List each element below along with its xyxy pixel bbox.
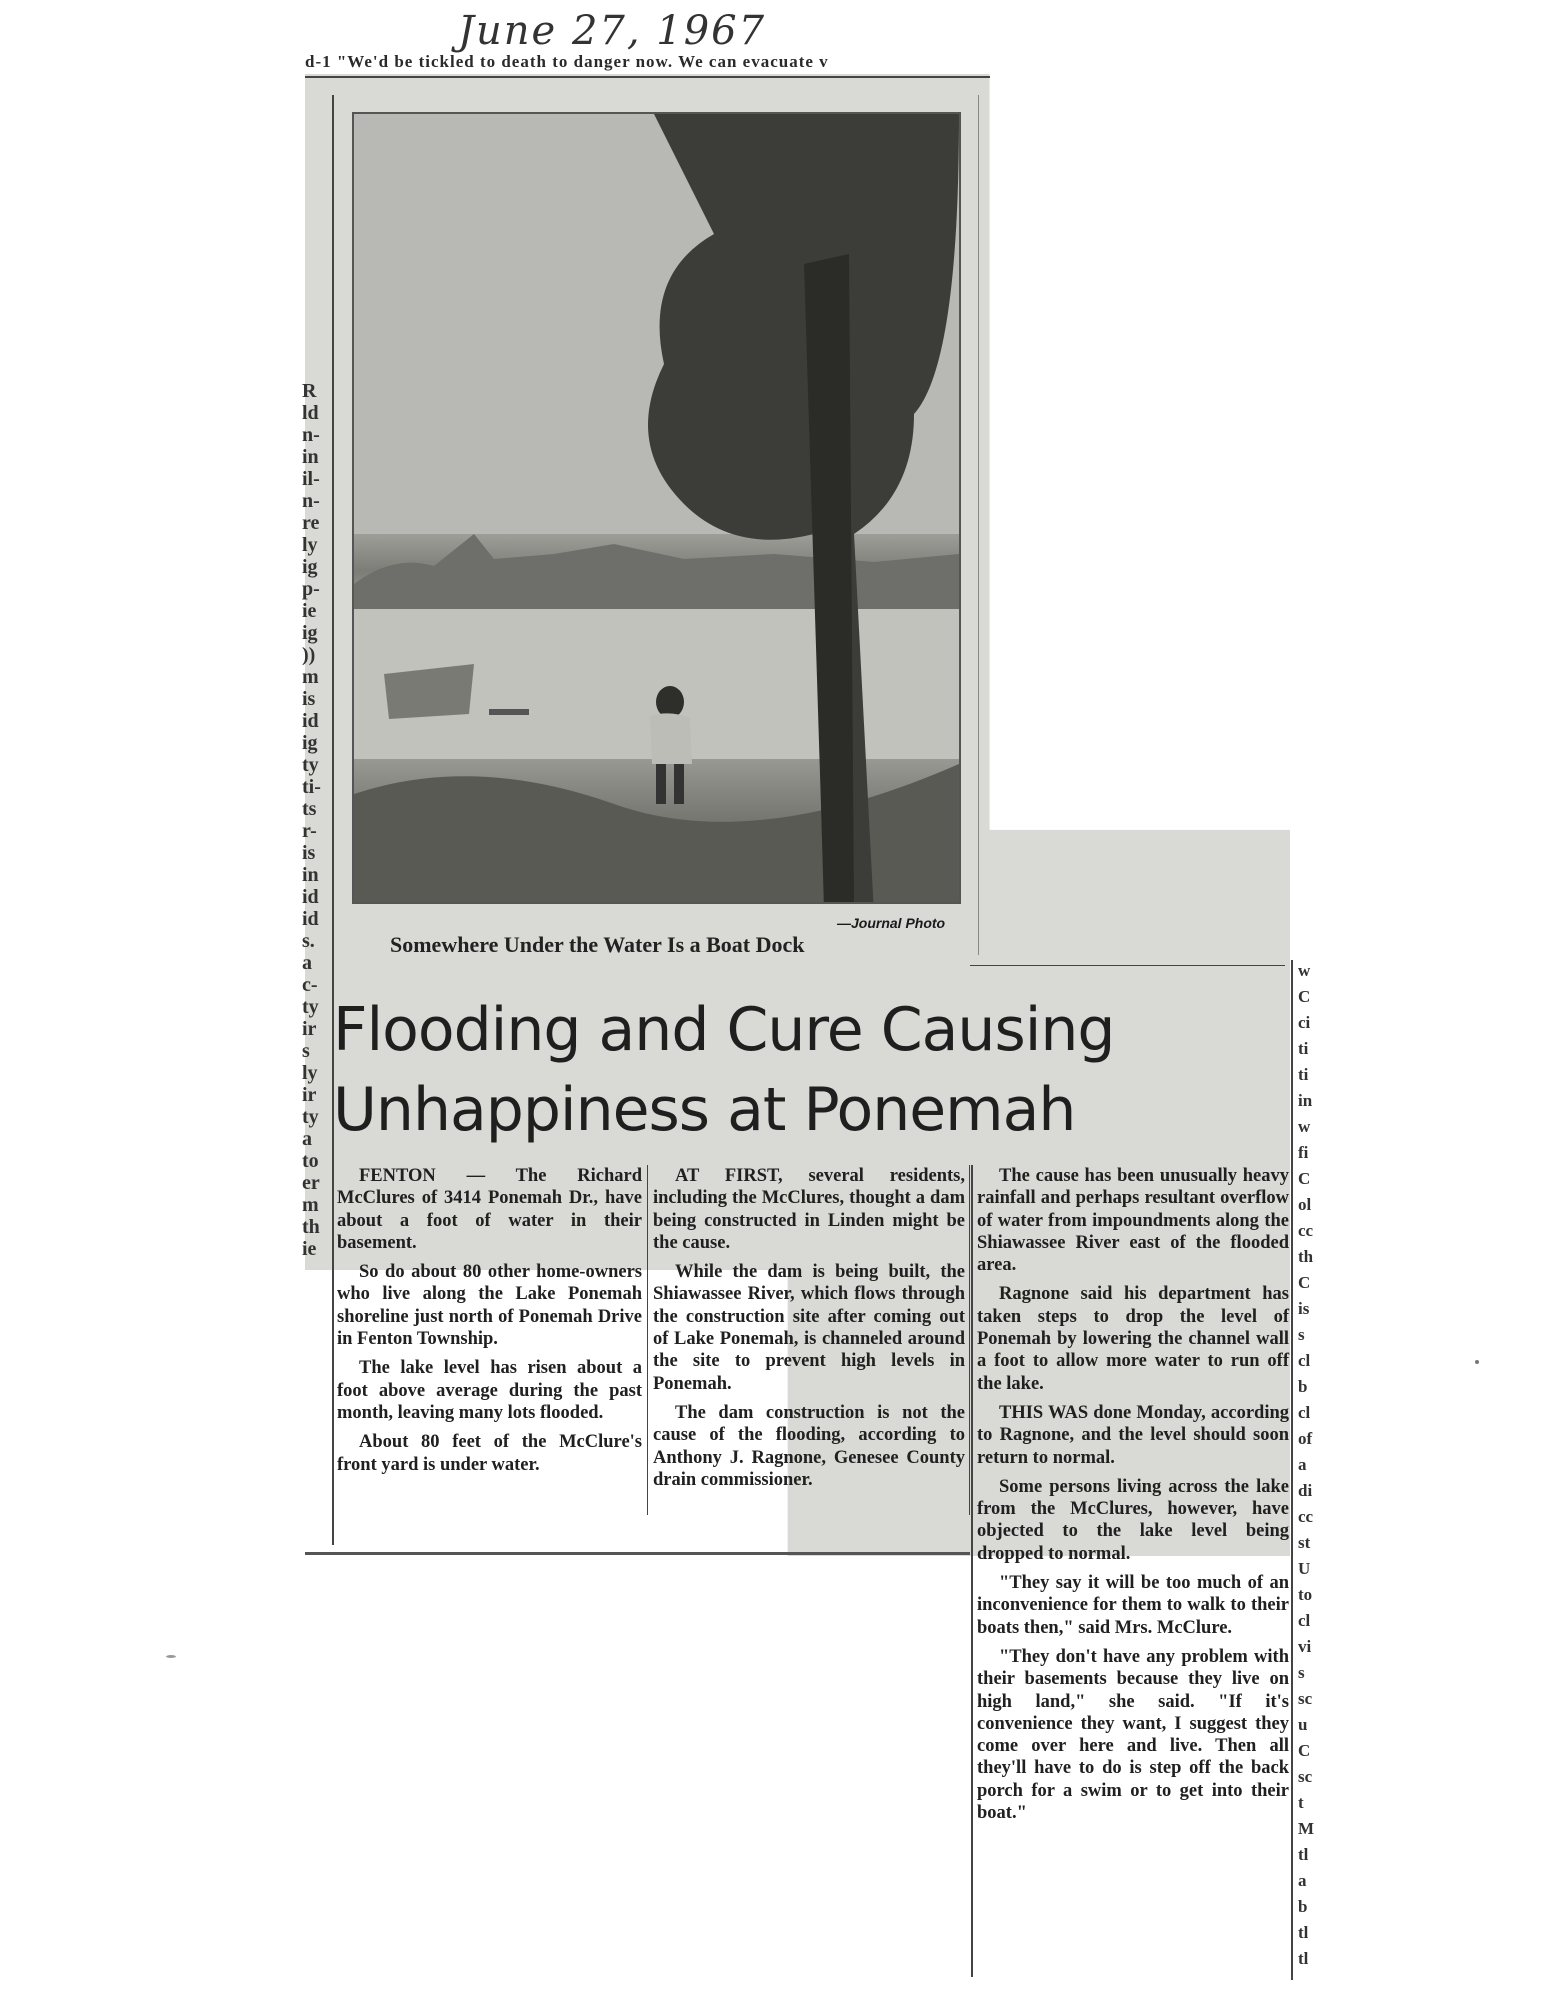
top-rule	[305, 76, 990, 78]
left-edge-fragment: ly	[302, 534, 318, 556]
column-rule-2	[969, 1165, 970, 1515]
col1-paragraph: The lake level has risen about a foot above average during the past month, leaving many lots flooded.	[337, 1358, 642, 1423]
col3-paragraph: THIS WAS done Monday, according to Ragnone, and the level should soon return to normal.	[977, 1402, 1289, 1468]
col1-paragraph: So do about 80 other home-owners who live along the Lake Ponemah shoreline just north of Ponemah Drive in Fenton Township.	[337, 1262, 642, 1350]
right-edge-fragment: a	[1298, 1871, 1307, 1890]
vertical-rule-col3-left	[971, 1165, 973, 1977]
left-edge-fragment: n-	[302, 424, 320, 446]
left-edge-fragment: in	[302, 446, 319, 468]
left-edge-fragment: is	[302, 688, 316, 710]
left-edge-fragment: ty	[302, 996, 319, 1018]
article-column-1	[337, 1165, 642, 1483]
right-edge-fragment: C	[1298, 1273, 1311, 1292]
left-edge-fragment: id	[302, 886, 319, 908]
left-edge-fragment: il-	[302, 468, 320, 490]
left-edge-fragment: to	[302, 1150, 319, 1172]
left-edge-fragment: ly	[302, 1062, 318, 1084]
vertical-rule-left	[332, 95, 334, 1545]
right-edge-fragment: tl	[1298, 1949, 1309, 1968]
horizontal-rule-mid	[970, 965, 1285, 966]
right-edge-fragment: w	[1298, 961, 1311, 980]
right-edge-fragment: of	[1298, 1429, 1313, 1448]
right-edge-fragment: u	[1298, 1715, 1308, 1734]
left-edge-fragment: ty	[302, 754, 319, 776]
left-edge-fragment: a	[302, 952, 312, 974]
left-edge-fragment: c-	[302, 974, 318, 996]
left-edge-fragment: R	[302, 380, 317, 402]
left-edge-fragment: ir	[302, 1084, 317, 1106]
right-edge-fragment: tl	[1298, 1923, 1309, 1942]
col3-paragraph: Ragnone said his department has taken steps to drop the level of Ponemah by lowering the channel wall a foot to allow more water to run off the lake.	[977, 1284, 1289, 1394]
scan-speck	[1475, 1360, 1479, 1364]
left-edge-fragment: ty	[302, 1106, 319, 1128]
right-edge-fragment: w	[1298, 1117, 1311, 1136]
right-edge-fragment: ti	[1298, 1039, 1309, 1058]
col2-paragraph: While the dam is being built, the Shiawassee River, which flows through the construction site after coming out of Lake Ponemah, is channeled around the site to prevent high levels in Ponemah.	[653, 1262, 965, 1394]
right-edge-fragment: to	[1298, 1585, 1313, 1604]
left-edge-fragment: th	[302, 1216, 320, 1238]
left-edge-fragment: ts	[302, 798, 317, 820]
right-edge-fragment: ol	[1298, 1195, 1312, 1214]
column-rule-1	[647, 1165, 648, 1515]
left-edge-fragment: re	[302, 512, 320, 534]
left-edge-fragment: s	[302, 1040, 310, 1062]
right-edge-fragment: vi	[1298, 1637, 1312, 1656]
right-edge-fragment: b	[1298, 1897, 1308, 1916]
right-edge-fragment: s	[1298, 1663, 1305, 1682]
scan-speck	[166, 1655, 176, 1658]
photo-caption: Somewhere Under the Water Is a Boat Dock	[390, 932, 805, 957]
right-edge-fragment: cl	[1298, 1351, 1311, 1370]
right-edge-fragment: M	[1298, 1819, 1315, 1838]
left-edge-fragment: ))	[302, 644, 316, 666]
right-edge-fragment: b	[1298, 1377, 1308, 1396]
left-edge-fragment: in	[302, 864, 319, 886]
left-edge-fragment: p-	[302, 578, 320, 600]
left-edge-fragment: ig	[302, 732, 318, 754]
left-edge-fragment: n-	[302, 490, 320, 512]
left-edge-fragment: ie	[302, 600, 317, 622]
col3-paragraph: "They don't have any problem with their basements because they live on high land," she said. "If it's convenience they want, I suggest they come over here and live. Then all they'll have to do is step off the back porch for a swim or to get into their boat."	[977, 1646, 1289, 1824]
news-photo	[352, 112, 961, 904]
left-edge-fragment: er	[302, 1172, 320, 1194]
left-edge-fragment: ig	[302, 622, 318, 644]
left-edge-fragment: s.	[302, 930, 315, 952]
right-edge-fragment: th	[1298, 1247, 1314, 1266]
headline	[333, 990, 1303, 1150]
left-edge-fragment: is	[302, 842, 316, 864]
left-edge-fragment: id	[302, 908, 319, 930]
right-edge-fragment: sc	[1298, 1689, 1313, 1708]
col3-paragraph: "They say it will be too much of an inconvenience for them to walk to their boats then," said Mrs. McClure.	[977, 1573, 1289, 1638]
top-strip-text: d-1 "We'd be tickled to death to danger now. We can evacuate v	[305, 52, 829, 71]
right-edge-fragment: sc	[1298, 1767, 1313, 1786]
vertical-rule-right-photo	[978, 95, 979, 955]
left-edge-fragment: a	[302, 1128, 312, 1150]
right-edge-fragment: ti	[1298, 1065, 1309, 1084]
bottom-rule-left	[305, 1552, 970, 1555]
right-edge-fragment: a	[1298, 1455, 1307, 1474]
right-edge-fragment: st	[1298, 1533, 1311, 1552]
right-edge-fragment: fi	[1298, 1143, 1309, 1162]
col2-paragraph: AT FIRST, several residents, including the McClures, thought a dam being constructed in Linden might be the cause.	[653, 1166, 965, 1253]
right-edge-fragment: cl	[1298, 1403, 1311, 1422]
right-edge-fragment: s	[1298, 1325, 1305, 1344]
col2-paragraph: The dam construction is not the cause of the flooding, according to Anthony J. Ragnone, Genesee County drain commissioner.	[653, 1402, 965, 1490]
left-edge-column	[302, 380, 330, 1260]
article-column-2	[653, 1165, 965, 1498]
article-column-3	[977, 1165, 1289, 1831]
headline-line-1: Flooding and Cure Causing	[333, 995, 1115, 1065]
left-edge-fragment: r-	[302, 820, 317, 842]
right-edge-fragment: C	[1298, 987, 1311, 1006]
right-edge-fragment: di	[1298, 1481, 1313, 1500]
right-edge-fragment: C	[1298, 1169, 1311, 1188]
right-edge-fragment: tl	[1298, 1845, 1309, 1864]
col3-paragraph: The cause has been unusually heavy rainfall and perhaps resultant overflow of water from impoundments along the Shiawassee River east of the flooded area.	[977, 1166, 1289, 1276]
right-edge-fragment: in	[1298, 1091, 1313, 1110]
left-edge-fragment: ir	[302, 1018, 317, 1040]
headline-line-2: Unhappiness at Ponemah	[333, 1075, 1076, 1145]
col3-paragraph: Some persons living across the lake from the McClures, however, have objected to the lake level being dropped to normal.	[977, 1476, 1289, 1564]
left-edge-fragment: ig	[302, 556, 318, 578]
right-edge-fragment: ci	[1298, 1013, 1311, 1032]
photo-scene	[354, 114, 959, 902]
right-edge-fragment: cl	[1298, 1611, 1311, 1630]
col1-paragraph: About 80 feet of the McClure's front yard is under water.	[337, 1432, 642, 1475]
right-edge-fragment: cc	[1298, 1221, 1314, 1240]
left-edge-fragment: ld	[302, 402, 319, 424]
right-edge-fragment: cc	[1298, 1507, 1314, 1526]
left-edge-fragment: m	[302, 1194, 319, 1216]
left-edge-fragment: id	[302, 710, 319, 732]
handwritten-date: June 27, 1967	[458, 8, 767, 54]
col1-paragraph: FENTON — The Richard McClures of 3414 Ponemah Dr., have about a foot of water in their basement.	[337, 1166, 642, 1253]
photo-credit: —Journal Photo	[837, 915, 946, 931]
left-edge-fragment: m	[302, 666, 319, 688]
right-edge-fragment: t	[1298, 1793, 1304, 1812]
right-edge-fragment: U	[1298, 1559, 1311, 1578]
right-edge-fragment: C	[1298, 1741, 1311, 1760]
left-edge-fragment: ti-	[302, 776, 321, 798]
left-edge-fragment: ie	[302, 1238, 317, 1260]
right-edge-fragment: is	[1298, 1299, 1310, 1318]
